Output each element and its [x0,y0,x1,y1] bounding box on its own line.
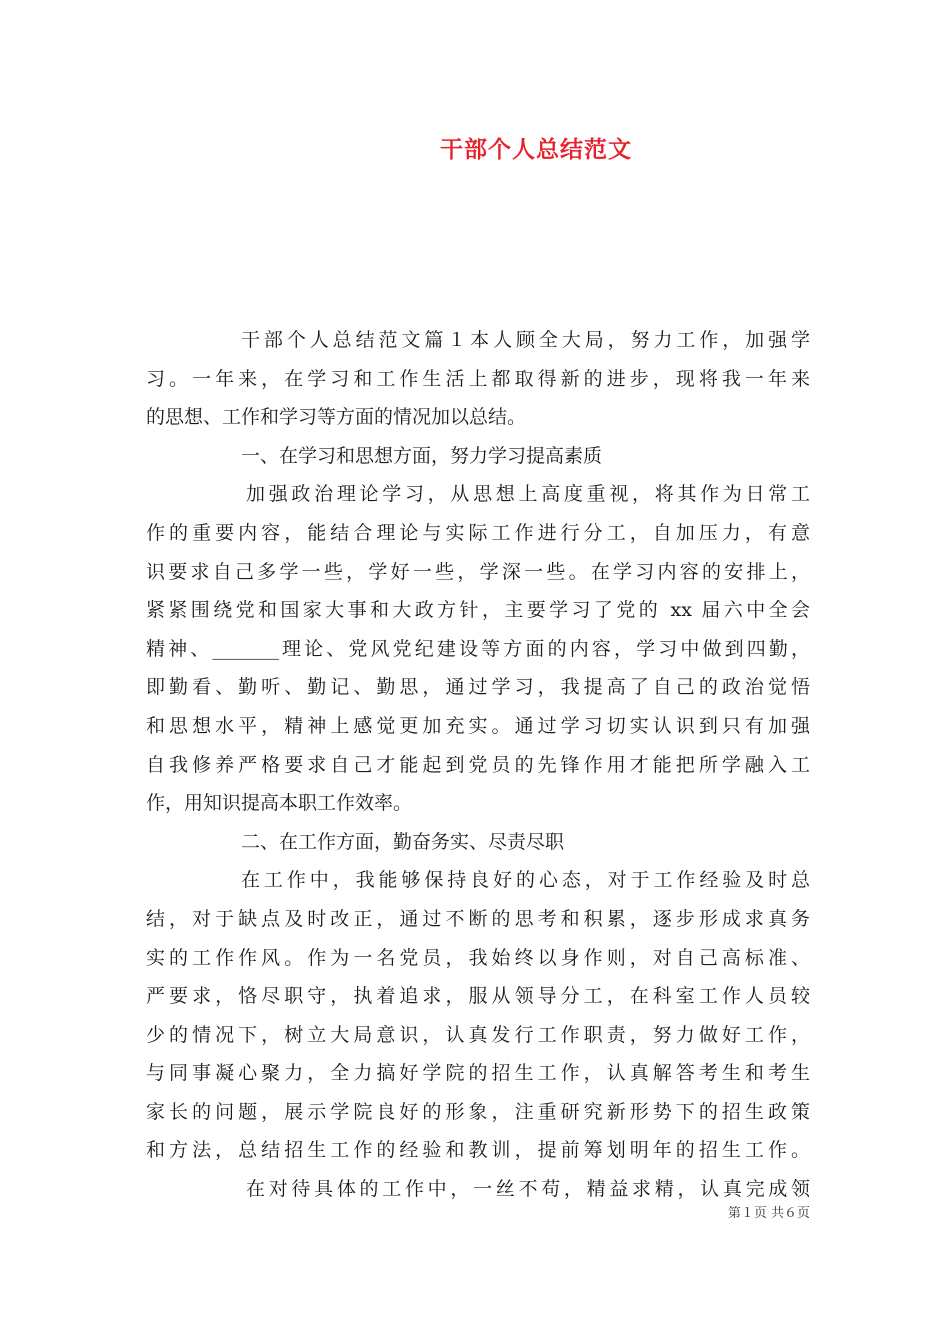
paragraph-line: 识要求自己多学一些，学好一些，学深一些。在学习内容的安排上， [146,560,810,583]
paragraph-line: 加强政治理论学习，从思想上高度重视，将其作为日常工 [246,483,810,506]
document-title: 干部个人总结范文 [440,136,632,163]
paragraph-line: 少的情况下，树立大局意识，认真发行工作职责，努力做好工作， [146,1023,810,1046]
paragraph-line: 在对待具体的工作中，一丝不苟，精益求精，认真完成领 [246,1178,810,1201]
paragraph-line: 精神、_______理论、党风党纪建设等方面的内容，学习中做到四勤， [146,637,810,660]
paragraph-line: 即勤看、勤听、勤记、勤思，通过学习，我提高了自己的政治觉悟 [146,676,810,699]
paragraph-line: 严要求，恪尽职守，执着追求，服从领导分工，在科室工作人员较 [146,985,810,1008]
paragraph-line: 自我修养严格要求自己才能起到党员的先锋作用才能把所学融入工 [146,753,810,776]
paragraph-line: 在工作中，我能够保持良好的心态，对于工作经验及时总 [241,869,810,892]
page-number-footer: 第１页 共６页 [727,1206,810,1221]
paragraph-line: 和思想水平，精神上感觉更加充实。通过学习切实认识到只有加强 [146,714,810,737]
paragraph-line: 家长的问题，展示学院良好的形象，注重研究新形势下的招生政策 [146,1100,810,1123]
section-heading-2: 二、在工作方面，勤奋务实、尽责尽职 [241,830,565,853]
paragraph-line: 紧紧围绕党和国家大事和大政方针，主要学习了党的 xx 届六中全会 [146,599,810,622]
document-body [146,321,810,1209]
paragraph-line: 干部个人总结范文篇１本人顾全大局，努力工作，加强学 [241,329,810,351]
paragraph-line: 实的工作作风。作为一名党员，我始终以身作则，对自己高标准、 [146,946,810,969]
paragraph-line: 的思想、工作和学习等方面的情况加以总结。 [146,406,527,429]
paragraph-line: 习。一年来，在学习和工作生活上都取得新的进步，现将我一年来 [146,367,810,390]
section-heading-1: 一、在学习和思想方面，努力学习提高素质 [241,444,603,467]
paragraph-line: 和方法，总结招生工作的经验和教训，提前筹划明年的招生工作。 [146,1139,810,1162]
paragraph-line: 作，用知识提高本职工作效率。 [146,792,413,815]
paragraph-line: 与同事凝心聚力，全力搞好学院的招生工作，认真解答考生和考生 [146,1062,810,1085]
paragraph-line: 作的重要内容，能结合理论与实际工作进行分工，自加压力，有意 [146,521,810,544]
paragraph-line: 结，对于缺点及时改正，通过不断的思考和积累，逐步形成求真务 [146,907,810,930]
